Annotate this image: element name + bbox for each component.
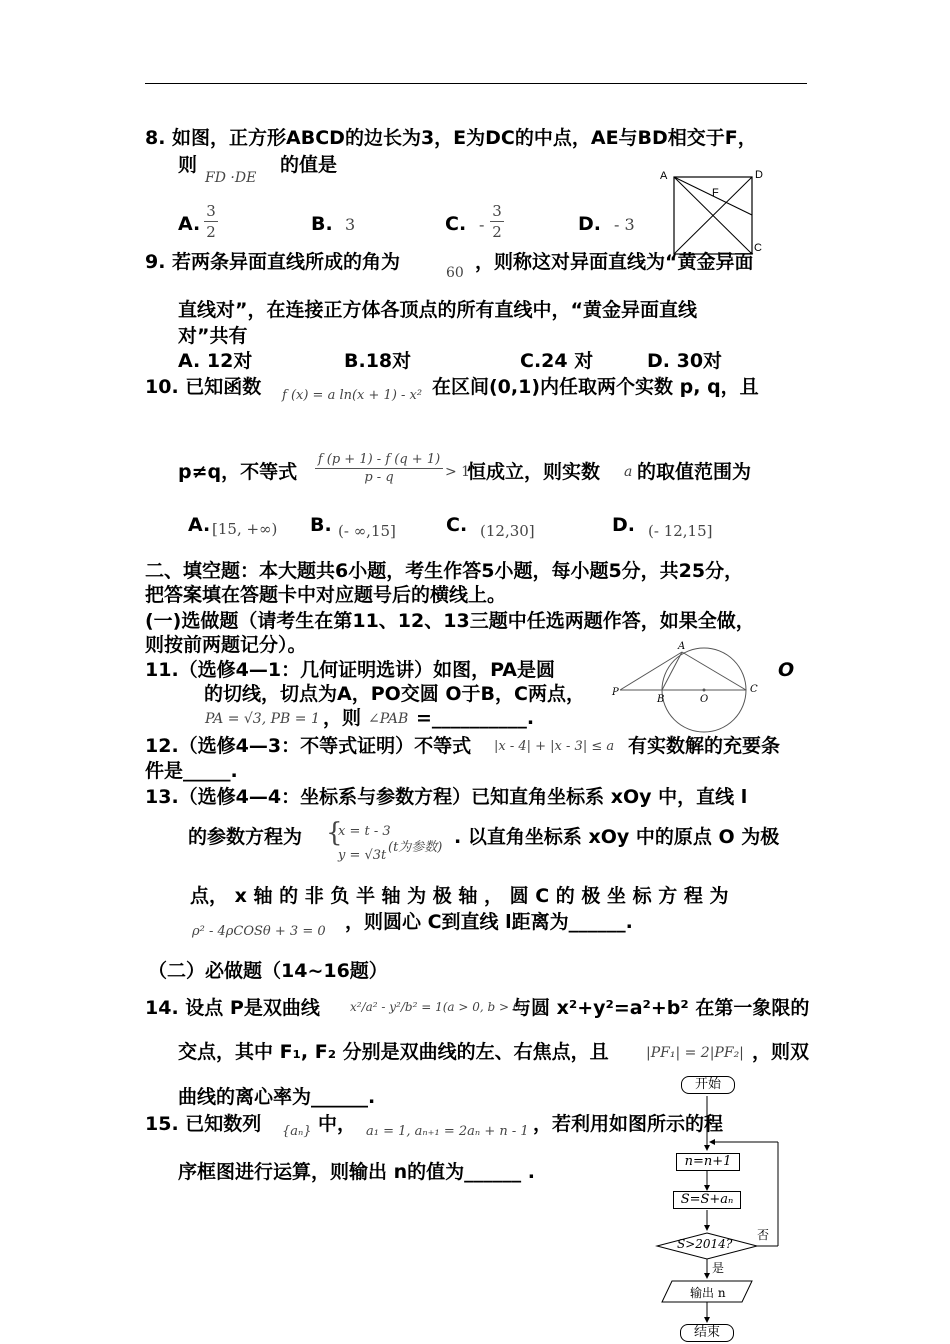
q10-ineq-frac — [315, 452, 443, 485]
label-p: P — [612, 687, 619, 698]
q13-eq2: y = √3t — [338, 848, 387, 863]
q8-opt-c-frac — [490, 202, 504, 241]
q10-line2-post: 的取值范围为 — [637, 461, 752, 483]
q11-line3-mid: ，则 — [323, 707, 362, 729]
flow-cond: S>2014? — [677, 1237, 733, 1251]
q10-ineq-rhs: > 1 — [445, 464, 471, 480]
q10-opt-b-val: (- ∞,15] — [338, 522, 396, 540]
q15-line1-post: ，若利用如图所示的程 — [533, 1113, 724, 1135]
q10-func: f (x) = a ln(x + 1) - x² — [282, 388, 423, 403]
q10-opt-d: D. — [612, 514, 635, 536]
q8-opt-a-frac — [204, 202, 218, 241]
q8-opt-b: B. — [311, 213, 333, 235]
q11-line2: 的切线，切点为A，PO交圆 O于B，C两点， — [204, 683, 585, 705]
q8-opt-c: C. — [445, 213, 467, 235]
q10-opt-d-val: (- 12,15] — [648, 522, 713, 540]
sec2-line2: 把答案填在答题卡中对应题号后的横线上。 — [145, 584, 507, 606]
q9-line1-pre: 9. 若两条异面直线所成的角为 — [145, 251, 401, 273]
q8-opt-a: A. — [178, 213, 201, 235]
q13-param-note: (t为参数) — [388, 840, 443, 855]
q11-line1: 11.（选修4—1：几何证明选讲）如图，PA是圆 — [145, 659, 555, 681]
q9-angle: 60 — [446, 265, 464, 281]
label-f: F — [712, 187, 719, 199]
q8-expr: FD ·DE — [205, 170, 257, 186]
frac-num: 3 — [492, 202, 502, 220]
q15-line1-mid: 中， — [318, 1113, 357, 1135]
frac-num: 3 — [206, 202, 216, 220]
q11-line3-post: =__________. — [416, 707, 535, 729]
q9-opt-d: D. 30对 — [647, 350, 723, 372]
q9-opt-c: C.24 对 — [520, 350, 594, 372]
frac-den: p - q — [364, 470, 394, 485]
q12-line1-post: 有实数解的充要条 — [628, 735, 781, 757]
label-d: D — [755, 169, 763, 181]
q13-brace: { — [326, 818, 343, 848]
q8-opt-d-val: - 3 — [614, 215, 635, 234]
q9-opt-b: B.18对 — [344, 350, 412, 372]
q11-circle-figure — [612, 640, 782, 735]
frac-den: 2 — [206, 223, 216, 241]
q10-opt-c-val: (12,30] — [480, 522, 535, 540]
label-a: A — [678, 641, 686, 652]
q15-line2: 序框图进行运算，则输出 n的值为______ . — [178, 1161, 535, 1183]
q14-hyper: x²/a² - y²/b² = 1(a > 0, b > 0) — [350, 1000, 526, 1014]
q8-line2-pre: 则 — [178, 154, 198, 176]
q14-line1-post: 与圆 x²+y²=a²+b² 在第一象限的 — [512, 997, 810, 1019]
q10-opt-a-val: [15, +∞) — [212, 520, 278, 538]
q14-line3: 曲线的离心率为______. — [178, 1086, 376, 1108]
q11-given: PA = √3, PB = 1 — [205, 711, 320, 727]
q13-line2-pre: 的参数方程为 — [188, 826, 303, 848]
q8-opt-c-neg: - — [479, 215, 485, 234]
flow-end: 结束 — [680, 1324, 734, 1342]
q13-eq1: x = t - 3 — [338, 824, 391, 839]
q10-opt-a: A. — [188, 514, 211, 536]
q15-seq: {aₙ} — [282, 1124, 312, 1139]
q9-opt-a: A. 12对 — [178, 350, 253, 372]
frac-den: 2 — [492, 223, 502, 241]
q10-opt-c: C. — [446, 514, 468, 536]
q13-line4-post: ，则圆心 C到直线 l距离为______. — [345, 911, 633, 933]
label-o: O — [700, 694, 709, 705]
q15-rec: a₁ = 1, aₙ₊₁ = 2aₙ + n - 1 — [366, 1124, 529, 1139]
sec-b-line: （二）必做题（14~16题） — [148, 960, 388, 982]
q8-line1: 8. 如图，正方形ABCD的边长为3，E为DC的中点，AE与BD相交于F， — [145, 127, 757, 149]
sec2-line1: 二、填空题：本大题共6小题，考生作答5小题，每小题5分，共25分， — [145, 560, 744, 582]
q13-line3: 点， x 轴 的 非 负 半 轴 为 极 轴 ， 圆 C 的 极 坐 标 方 程 为 — [190, 885, 729, 907]
q10-a-var: a — [624, 464, 633, 480]
q13-line2-post: . 以直角坐标系 xOy 中的原点 O 为极 — [454, 826, 780, 848]
q14-cond: |PF₁| = 2|PF₂| — [646, 1045, 744, 1061]
q8-opt-b-val: 3 — [345, 215, 356, 234]
frac-num: f (p + 1) - f (q + 1) — [317, 452, 441, 467]
sec2-line3: (一)选做题（请考生在第11、12、13三题中任选两题作答，如果全做， — [145, 610, 755, 632]
sec2-line4: 则按前两题记分）。 — [145, 634, 307, 656]
q8-square-figure — [660, 165, 770, 260]
label-b: B — [657, 694, 665, 705]
q14-line1-pre: 14. 设点 P是双曲线 — [145, 997, 320, 1019]
flow-step1: n=n+1 — [676, 1153, 740, 1171]
q14-line2-pre: 交点，其中 F₁, F₂ 分别是双曲线的左、右焦点，且 — [178, 1041, 609, 1063]
q10-line2-mid: 恒成立，则实数 — [467, 461, 601, 483]
q12-ineq: |x - 4| + |x - 3| ≤ a — [494, 739, 615, 754]
q11-angle: ∠PAB — [368, 711, 409, 727]
q15-line1-pre: 15. 已知数列 — [145, 1113, 262, 1135]
flow-no: 否 — [757, 1228, 770, 1242]
q10-line2-pre: p≠q，不等式 — [178, 461, 298, 483]
label-c: C — [754, 242, 762, 254]
flow-step2: S=S+aₙ — [673, 1191, 741, 1209]
label-a: A — [660, 170, 668, 182]
label-c: C — [750, 684, 758, 695]
q10-line1-pre: 10. 已知函数 — [145, 376, 262, 398]
q11-o-label: O — [778, 659, 795, 681]
q13-line1: 13.（选修4—4：坐标系与参数方程）已知直角坐标系 xOy 中，直线 l — [145, 786, 748, 808]
q9-line2: 直线对”，在连接正方体各顶点的所有直线中，“黄金异面直线 — [178, 299, 697, 321]
q12-line2: 件是_____. — [145, 760, 238, 782]
header-rule — [145, 83, 807, 84]
flow-out: 输出 n — [690, 1286, 726, 1300]
flow-start: 开始 — [681, 1076, 735, 1094]
q12-line1-pre: 12.（选修4—3：不等式证明）不等式 — [145, 735, 472, 757]
q8-line2-post: 的值是 — [280, 154, 338, 176]
flow-yes: 是 — [712, 1261, 725, 1275]
q9-line1-post: ，则称这对异面直线为“黄金异面 — [475, 251, 754, 273]
q14-line2-post: ，则双 — [752, 1041, 810, 1063]
q10-line1-post: 在区间(0,1)内任取两个实数 p, q，且 — [432, 376, 759, 398]
q9-line3: 对”共有 — [178, 325, 248, 347]
q13-polar: ρ² - 4ρCOSθ + 3 = 0 — [192, 924, 326, 939]
q10-opt-b: B. — [310, 514, 332, 536]
q8-opt-d: D. — [578, 213, 601, 235]
